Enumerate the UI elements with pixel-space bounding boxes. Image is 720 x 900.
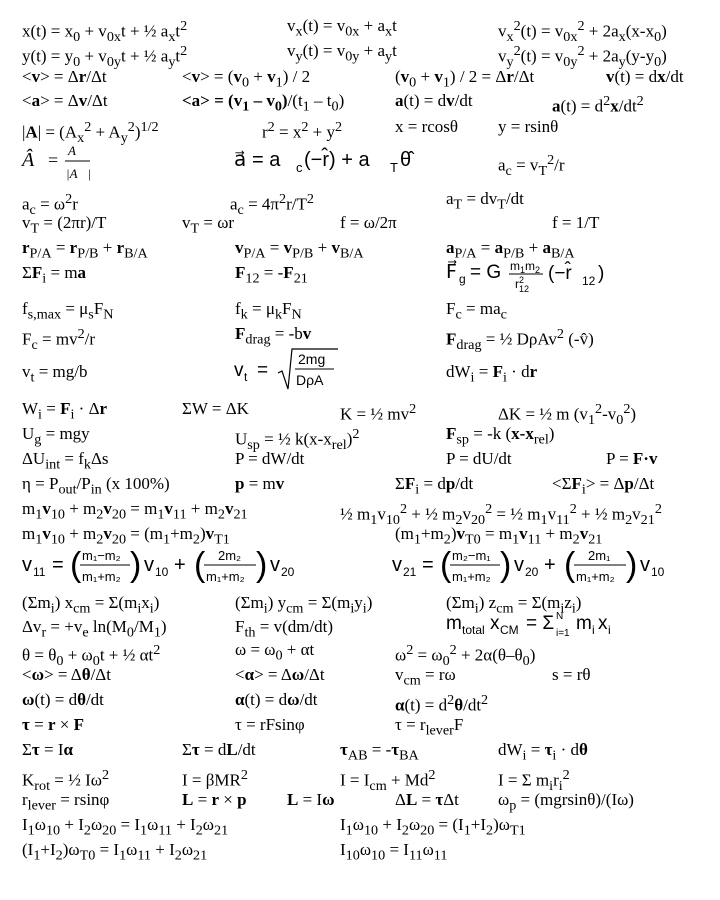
formula-x-position: $x(t) = x_0 + v_{0x}t$ + ½ $a_xt^2$ <box>22 18 188 46</box>
svg-text:21: 21 <box>403 565 417 579</box>
formula-rocket-equation: $\Delta v_r = +v_e$ $\ln(M_0/M_1)$ <box>22 617 167 641</box>
formula-vx-squared: $v_x^2(t) = v_{0x}^2 + 2a_x(x-x_0)$ <box>498 18 667 46</box>
formula-gravitation <box>442 252 642 296</box>
formula-y-position: $y(t) = y_0 + v_{0y}t$ + ½ $a_yt^2$ <box>22 43 188 71</box>
svg-text:m₁+m₂: m₁+m₂ <box>82 569 121 584</box>
svg-text:θ̂: θ̂ <box>400 149 412 171</box>
formula-mean-velocity-disp: $(v_0 + v_1) / 2 = \Delta r/\Delta t$ <box>395 67 535 91</box>
svg-text:r212: $r^2$ 12 <box>515 275 530 294</box>
formula-torque-cross: τ = r × F <box>22 715 84 734</box>
formula-impulse: $<\Sigma F_i> = \Delta p/\Delta t$ <box>552 474 655 498</box>
formula-avg-acceleration-diff: $<a> = (v_1 - v_0)/(t_1 - t_0)$ <box>182 91 345 115</box>
formula-force-momentum: $\Sigma F_i = dp/dt$ <box>395 474 474 498</box>
formula-work-energy: ΣW = ΔK <box>182 399 249 418</box>
formula-angular-momentum-cross: L = r × p <box>182 790 247 809</box>
formula-kinetic-energy: K = ½ $mv^2$ <box>340 401 417 424</box>
svg-text:(: ( <box>194 546 206 584</box>
svg-text:i: i <box>592 623 595 637</box>
svg-text:c: c <box>296 160 303 175</box>
svg-text:2m₁: 2m₁ <box>588 548 611 563</box>
svg-text:v: v <box>234 360 244 381</box>
svg-text:i: i <box>608 623 611 637</box>
formula-center-of-mass-z: $(\Sigma m_i) z_{cm} = \Sigma(m_iz_i)$ <box>446 593 582 617</box>
svg-text:g: g <box>459 272 466 286</box>
svg-text:A⃗: A⃗ <box>68 143 87 158</box>
formula-rotational-ke: $K_{rot}$ = ½ $I\omega^2$ <box>22 767 110 795</box>
formula-centripetal-omega: $a_c = \omega^2r$ <box>22 191 78 219</box>
svg-text:(: ( <box>70 546 82 584</box>
formula-unit-vector <box>18 138 128 184</box>
formula-thrust: $F_{th} = v(dm/dt)$ <box>235 617 334 641</box>
svg-text:+: + <box>544 554 556 576</box>
formula-power-force: P = F·v <box>606 449 658 468</box>
formula-inelastic-collision: $m_1v_{10} + m_2v_{20} = (m_1+m_2)v_{T1}$ <box>22 524 230 548</box>
formula-angular-impulse: ΔL = τΔt <box>395 790 459 809</box>
svg-text:v: v <box>144 554 154 576</box>
formula-torque-lever: $\tau = r_{lever}F$ <box>395 715 464 739</box>
formula-centripetal-force-v: $F_c = mv^2/r$ <box>22 326 96 354</box>
svg-text:v: v <box>514 554 524 576</box>
formula-r-squared: $r^2 = x^2 + y^2$ <box>262 119 343 142</box>
svg-text:v: v <box>22 554 32 576</box>
formula-angular-velocity-derivative: ω(t) = dθ/dt <box>22 690 104 709</box>
formula-y-rsin: y = rsinθ <box>498 117 559 136</box>
formula-lever-arm: $r_{lever} = rsin\varphi$ <box>22 790 110 814</box>
svg-text:i=1: i=1 <box>556 628 570 639</box>
formula-efficiency: $\eta = P_{out}/P_{in}$ (x 100%) <box>22 474 170 498</box>
formula-avg-velocity-mean: $<v> = (v_0 + v_1) / 2$ <box>182 67 311 91</box>
svg-text:=: = <box>48 150 59 170</box>
formula-frequency-omega: f = ω/2π <box>340 213 397 232</box>
formula-center-of-mass-y: $(\Sigma m_i) y_{cm} = \Sigma(m_iy_i)$ <box>235 593 373 617</box>
svg-text:v: v <box>270 554 280 576</box>
svg-text:): ) <box>500 546 512 584</box>
svg-text:a⃗: a⃗ <box>234 149 247 171</box>
svg-text:t: t <box>244 370 248 384</box>
formula-terminal-velocity-quadratic <box>230 345 350 395</box>
svg-text:|A⃗|: |A⃗| <box>66 166 92 181</box>
svg-text:(−r̂) + a: (−r̂) + a <box>304 149 370 171</box>
formula-total-mass-cm <box>442 606 662 640</box>
svg-text:DρA: DρA <box>296 372 324 388</box>
formula-avg-angular-velocity: <ω> = Δθ/Δt <box>22 665 111 684</box>
svg-text:v: v <box>392 554 402 576</box>
formula-work-infinitesimal: $dW_i = F_i$ · dr <box>446 362 538 386</box>
svg-text:): ) <box>130 546 142 584</box>
formula-parallel-axis: $I = I_{cm} + Md^2$ <box>340 767 436 795</box>
formula-elastic-v11 <box>18 542 338 590</box>
formula-power-work: P = dW/dt <box>235 449 305 468</box>
formula-angular-velocity-squared: $\omega^2 = \omega_0^2 + 2\alpha(\theta-\theta_0)$ <box>395 642 536 670</box>
formula-centripetal-v: $a_c = v_T^2/r$ <box>498 152 565 180</box>
svg-text:12: 12 <box>582 274 596 288</box>
formula-acceleration-dv: a(t) = dv/dt <box>395 91 473 110</box>
svg-text:Â: Â <box>22 149 35 171</box>
formula-tangential-accel: $a_T = dv_T/dt$ <box>446 189 524 213</box>
formula-angular-acceleration-second: $\alpha(t) = d^2\theta/dt^2$ <box>395 692 489 715</box>
formula-angular-momentum-inertia: L = Iω <box>287 790 335 809</box>
svg-text:= Σ: = Σ <box>526 613 555 634</box>
formula-spring-pe: $U_{sp}$ = ½ $k(x-x_{rel})^2$ <box>235 426 360 454</box>
formula-power-energy: P = dU/dt <box>446 449 512 468</box>
formula-relative-acceleration: $a_{P/A} = a_{P/B} + a_{B/A}$ <box>446 238 575 262</box>
formula-center-of-mass-x: $(\Sigma m_i) x_{cm} = \Sigma(m_ix_i)$ <box>22 593 160 617</box>
svg-text:F⃗: F⃗ <box>446 262 457 283</box>
svg-text:2mg: 2mg <box>298 351 326 367</box>
formula-rotational-explosion: $(I_1+I_2)\omega_{T0} = I_1\omega_{11} + I_2\omega_{21}$ <box>22 840 208 864</box>
svg-text:T: T <box>390 160 398 175</box>
formula-polar-acceleration <box>230 140 430 180</box>
svg-text:x: x <box>490 613 500 634</box>
formula-moment-of-inertia-sum: I = Σ $m_ir_i^2$ <box>498 767 570 795</box>
svg-text:m: m <box>446 613 462 634</box>
formula-acceleration-d2x: $a(t) = d^2x/dt^2$ <box>552 93 644 116</box>
formula-torque-pair: $\tau_{AB} = -\tau_{BA}$ <box>340 740 419 764</box>
svg-text:m1m2: $m_1m_2$ <box>510 259 541 275</box>
formula-vy-squared: $v_y^2(t) = v_{0y}^2 + 2a_y(y-y_0)$ <box>498 43 667 71</box>
formula-tangential-omega: $v_T = \omega r$ <box>182 213 235 237</box>
formula-explosion: $(m_1+m_2)v_{T0} = m_1v_{11} + m_2v_{21}$ <box>395 524 603 548</box>
svg-text:11: 11 <box>33 565 46 579</box>
formula-work: $W_i = F_i \cdot \Delta r$ <box>22 399 108 423</box>
svg-text:x: x <box>598 613 608 634</box>
formula-static-friction: $f_{s,max} = \mu_sF_N$ <box>22 299 114 323</box>
formula-angular-momentum-conservation: $I_1\omega_{10} + I_2\omega_{20} = I_1\omega_{11} + I_2\omega_{21}$ <box>22 815 229 839</box>
formula-precession: $\omega_p = (mgrsin\theta)/(I\omega)$ <box>498 790 634 814</box>
formula-angular-velocity-t: $\omega = \omega_0 + \alpha t$ <box>235 640 315 664</box>
formula-kinetic-friction: $f_k = \mu_kF_N$ <box>235 299 302 323</box>
formula-torque-angular-momentum: Στ = dL/dt <box>182 740 256 759</box>
formula-momentum-conservation: $m_1v_{10} + m_2v_{20} = m_1v_{11} + m_2v_{21}$ <box>22 499 248 523</box>
formula-vy-velocity: $v_y(t) = v_{0y} + a_yt$ <box>287 41 397 65</box>
svg-text:): ) <box>598 263 605 284</box>
svg-text:m₁+m₂: m₁+m₂ <box>452 569 491 584</box>
svg-text:v: v <box>640 554 650 576</box>
formula-avg-velocity: <v> = Δr/Δt <box>22 67 107 86</box>
svg-text:m: m <box>576 613 592 634</box>
formula-arc-length: s = rθ <box>552 665 591 684</box>
svg-text:10: 10 <box>651 565 665 579</box>
svg-text:=: = <box>422 554 434 576</box>
formula-newton-second: $\Sigma F_i$ = ma <box>22 263 87 287</box>
svg-text:20: 20 <box>281 565 295 579</box>
formula-angular-acceleration-derivative: α(t) = dω/dt <box>235 690 318 709</box>
formula-relative-velocity: $v_{P/A} = v_{P/B} + v_{B/A}$ <box>235 238 364 262</box>
formula-avg-acceleration: <a> = Δv/Δt <box>22 91 108 110</box>
formula-rotational-newton: Στ = Iα <box>22 740 73 759</box>
formula-internal-energy: $\Delta U_{int} = f_k\Delta s$ <box>22 449 109 473</box>
formula-spring-force: $F_{sp} = -k$ $(x-x_{rel})$ <box>446 424 555 448</box>
formula-kinetic-energy-change: ΔK = ½ m $(v_1^2-v_0^2)$ <box>498 401 637 429</box>
svg-text:): ) <box>626 546 638 584</box>
formula-elastic-v21 <box>372 542 702 590</box>
formula-relative-position: $r_{P/A} = r_{P/B} + r_{B/A}$ <box>22 238 148 262</box>
formula-ke-conservation: ½ $m_1v_{10}^2$ + ½ $m_2v_{20}^2$ = ½ $m_1v_{11}^2$ + ½ $m_2v_{21}^2$ <box>340 501 662 529</box>
svg-text:+: + <box>174 554 186 576</box>
formula-centripetal-period: $a_c = 4\pi^2r/T^2$ <box>230 191 314 219</box>
svg-text:m₂−m₁: m₂−m₁ <box>452 548 491 563</box>
svg-text:=: = <box>52 554 64 576</box>
formula-rotational-work: $dW_i = \tau_i \cdot d\theta$ <box>498 740 588 764</box>
formula-rolling-velocity: $v_{cm} = r\omega$ <box>395 665 456 689</box>
svg-text:20: 20 <box>525 565 539 579</box>
formula-tangential-speed: $v_T = (2\pi r)/T$ <box>22 213 107 237</box>
svg-text:CM: CM <box>500 623 519 637</box>
formula-velocity-derivative: v(t) = dx/dt <box>606 67 684 86</box>
svg-text:m₁+m₂: m₁+m₂ <box>576 569 615 584</box>
svg-text:10: 10 <box>155 565 169 579</box>
formula-torque-sin: τ = rFsinφ <box>235 715 305 734</box>
formula-rotational-inelastic: $I_1\omega_{10} + I_2\omega_{20} = (I_1+I_2)\omega_{T1}$ <box>340 815 526 839</box>
formula-single-body-conservation: $I_{10}\omega_{10} = I_{11}\omega_{11}$ <box>340 840 448 864</box>
svg-text:N: N <box>556 611 564 622</box>
formula-gravitational-pe: $U_g$ = mgy <box>22 424 90 448</box>
formula-frequency-period: f = 1/T <box>552 213 600 232</box>
formula-newton-third: $F_{12} = -F_{21}$ <box>235 263 308 287</box>
formula-moment-of-inertia-beta: I = βMR$^2$ <box>182 767 248 790</box>
svg-text:total: total <box>462 623 485 637</box>
svg-text:(−r̂: (−r̂ <box>548 263 572 284</box>
formula-vx-velocity: $v_x(t) = v_{0x} + a_xt$ <box>287 16 397 40</box>
svg-text:): ) <box>256 546 268 584</box>
formula-linear-drag: $F_{drag} = -bv$ <box>235 324 312 348</box>
svg-text:= G: = G <box>470 262 502 283</box>
formula-avg-angular-acceleration: <α> = Δω/Δt <box>235 665 325 684</box>
formula-vector-magnitude: $|A| = (A_x^2 + A_y^2)^{1/2}$ <box>22 119 159 147</box>
formula-angular-position: $\theta = \theta_0 + \omega_0t$ + ½ $\alpha t^2$ <box>22 642 161 670</box>
svg-text:m₁−m₂: m₁−m₂ <box>82 548 121 563</box>
svg-text:=: = <box>257 360 269 381</box>
formula-momentum: p = mv <box>235 474 285 493</box>
svg-text:(: ( <box>440 546 452 584</box>
svg-text:= a: = a <box>252 149 281 171</box>
formula-centripetal-force: $F_c = ma_c$ <box>446 299 507 323</box>
formula-terminal-velocity-linear: $v_t = mg/b$ <box>22 362 88 386</box>
svg-text:2m₂: 2m₂ <box>218 548 242 563</box>
svg-text:(: ( <box>564 546 576 584</box>
formula-x-rcos: x = rcosθ <box>395 117 459 136</box>
formula-quadratic-drag: $F_{drag}$ = ½ DρAv$^2$ (-v̂) <box>446 326 594 354</box>
svg-text:m₁+m₂: m₁+m₂ <box>206 569 245 584</box>
